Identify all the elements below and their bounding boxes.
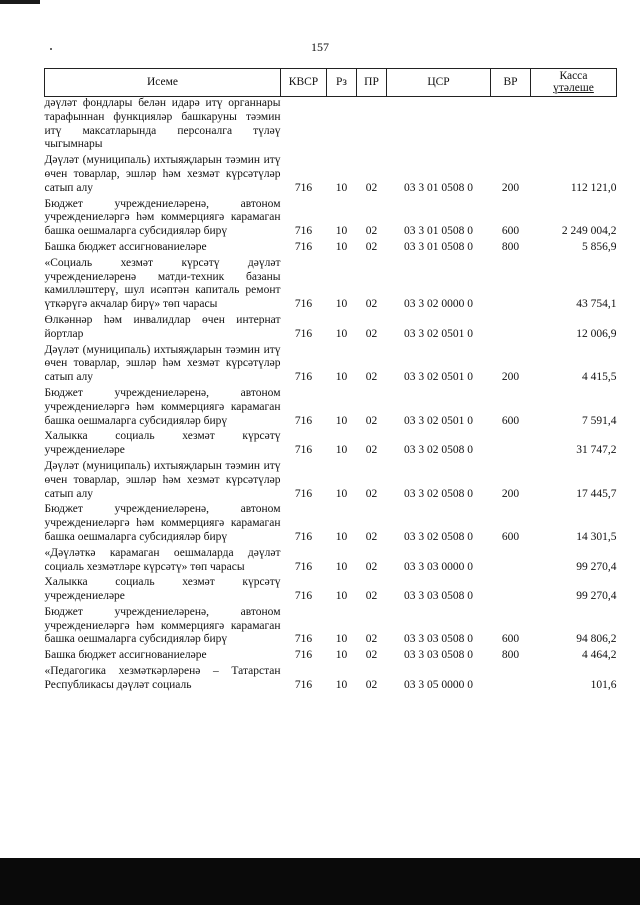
- cell-name: Халыкка социаль хезмәт күрсәтү учреждениеләре: [44, 576, 281, 603]
- cell-vr: 200: [501, 371, 520, 384]
- cell-vr: 200: [501, 181, 520, 194]
- cell-pr: 02: [365, 371, 378, 384]
- cell-rz: 10: [335, 678, 348, 691]
- budget-table: [44, 68, 617, 695]
- table-row: [45, 547, 617, 577]
- cell-kvsr: 716: [294, 487, 313, 500]
- cell-vr: 200: [501, 487, 520, 500]
- table-row: [45, 97, 617, 155]
- cell-kvsr: 716: [294, 444, 313, 457]
- cell-name: Халыкка социаль хезмәт күрсәтү учреждениеләре: [44, 430, 281, 457]
- cell-kvsr: 716: [294, 298, 313, 311]
- cell-vr: 800: [501, 649, 520, 662]
- header-rz: Рз: [327, 69, 357, 97]
- cell-name: Дәүләт (муниципаль) ихтыяҗларын тәэмин итү өчен товарлар, эшләр һәм хезмәт күрсәтүләр сатып алу: [44, 343, 281, 384]
- cell-vr: 600: [501, 414, 520, 427]
- header-kassa-line1: Касса: [559, 69, 588, 82]
- cell-csr: [387, 97, 491, 155]
- cell-name: Бюджет учреждениеләренә, автоном учреждениеләргә һәм коммерциягә карамаган башка оешмаларга субсидияләр бирү: [44, 503, 281, 543]
- table-row: [45, 344, 617, 387]
- table-row: [45, 387, 617, 430]
- cell-name: Өлкәннәр һәм инвалидлар өчен интернат йортлар: [44, 313, 281, 340]
- header-csr: ЦСР: [387, 69, 491, 97]
- cell-amount: 2 249 004,2: [561, 225, 617, 238]
- cell-rz: 10: [335, 240, 348, 253]
- table-row: [45, 241, 617, 257]
- cell-pr: 02: [365, 560, 378, 573]
- cell-csr: 03 3 03 0508 0: [404, 649, 473, 662]
- cell-rz: 10: [335, 487, 348, 500]
- cell-kvsr: 716: [294, 414, 313, 427]
- cell-rz: 10: [335, 590, 348, 603]
- scan-edge-bottom: [0, 858, 640, 905]
- cell-kvsr: 716: [294, 560, 313, 573]
- header-name: Исеме: [45, 69, 281, 97]
- page-number: 157: [311, 40, 329, 54]
- cell-rz: 10: [335, 414, 348, 427]
- cell-vr: [491, 314, 531, 344]
- cell-amount: [531, 97, 617, 155]
- cell-csr: 03 3 02 0508 0: [404, 444, 473, 457]
- cell-name: Дәүләт (муниципаль) ихтыяҗларын тәэмин итү өчен товарлар, эшләр һәм хезмәт күрсәтүләр сатып алу: [44, 154, 281, 194]
- cell-vr: 600: [501, 225, 520, 238]
- cell-vr: 600: [501, 530, 520, 543]
- cell-csr: 03 3 01 0508 0: [404, 181, 473, 194]
- table-row: [45, 460, 617, 503]
- cell-name: «Дәүләткә карамаган оешмаларда дәүләт социаль хезмәтләре күрсәтү» төп чарасы: [44, 546, 281, 573]
- cell-csr: 03 3 02 0000 0: [404, 298, 473, 311]
- header-vr: ВР: [491, 69, 531, 97]
- cell-pr: 02: [365, 240, 378, 253]
- cell-vr: [491, 257, 531, 314]
- cell-csr: 03 3 02 0501 0: [404, 327, 473, 340]
- table-row: [45, 154, 617, 197]
- scan-edge-top: [0, 0, 40, 4]
- cell-rz: 10: [335, 327, 348, 340]
- cell-amount: 12 006,9: [576, 327, 617, 340]
- cell-rz: 10: [335, 560, 348, 573]
- cell-name: Башка бюджет ассигнованиеләре: [44, 240, 207, 253]
- table-body: [45, 97, 617, 695]
- cell-vr: [491, 97, 531, 155]
- cell-name: Бюджет учреждениеләренә, автоном учреждениеләргә һәм коммерциягә карамаган башка оешмаларга субсидияләр бирү: [44, 386, 281, 427]
- cell-name: Бюджет учреждениеләренә, автоном учреждениеләргә һәм коммерциягә карамаган башка оешмаларга субсидияләр бирү: [44, 197, 281, 238]
- cell-kvsr: 716: [294, 590, 313, 603]
- cell-pr: 02: [365, 298, 378, 311]
- header-pr: ПР: [357, 69, 387, 97]
- cell-pr: 02: [365, 678, 378, 691]
- cell-csr: 03 3 03 0508 0: [404, 633, 473, 646]
- cell-vr: [491, 430, 531, 460]
- cell-csr: 03 3 03 0000 0: [404, 560, 473, 573]
- header-kvsr: КВСР: [281, 69, 327, 97]
- cell-pr: 02: [365, 590, 378, 603]
- cell-name: Башка бюджет ассигнованиеләре: [44, 649, 207, 662]
- cell-vr: 600: [501, 633, 520, 646]
- cell-name: «Социаль хезмәт күрсәтү дәүләт учреждениеләренә матди-техник базаны камилләштерү, шул исәптән капиталь ремонт үткәрүгә акчалар бирү» төп чарасы: [44, 256, 281, 311]
- cell-csr: 03 3 05 0000 0: [404, 678, 473, 691]
- table-row: [45, 198, 617, 241]
- cell-csr: 03 3 03 0508 0: [404, 590, 473, 603]
- cell-kvsr: 716: [294, 371, 313, 384]
- cell-rz: 10: [335, 181, 348, 194]
- cell-pr: 02: [365, 327, 378, 340]
- cell-name: дәүләт фондлары белән идарә итү органнары тарафыннан функцияләр башкаруны тәэмин итү максатларында персоналга түләү чыгымнары: [44, 97, 281, 151]
- cell-rz: [327, 97, 357, 155]
- table-row: [45, 665, 617, 695]
- cell-pr: 02: [365, 444, 378, 457]
- cell-pr: 02: [365, 633, 378, 646]
- cell-rz: 10: [335, 298, 348, 311]
- cell-pr: 02: [365, 225, 378, 238]
- cell-pr: 02: [365, 530, 378, 543]
- table-row: [45, 314, 617, 344]
- cell-csr: 03 3 01 0508 0: [404, 240, 473, 253]
- table-row: [45, 430, 617, 460]
- header-kassa: [531, 69, 617, 97]
- table-row: [45, 576, 617, 606]
- cell-kvsr: 716: [294, 649, 313, 662]
- cell-name: Бюджет учреждениеләренә, автоном учреждениеләргә һәм коммерциягә карамаган башка оешмаларга субсидияләр бирү: [44, 605, 281, 646]
- cell-kvsr: 716: [294, 225, 313, 238]
- cell-amount: 7 591,4: [582, 414, 617, 427]
- cell-csr: 03 3 01 0508 0: [404, 225, 473, 238]
- cell-kvsr: [281, 97, 327, 155]
- table-row: [45, 606, 617, 649]
- table-row: [45, 503, 617, 546]
- table-row: [45, 649, 617, 665]
- cell-amount: 99 270,4: [576, 590, 617, 603]
- cell-amount: 14 301,5: [576, 530, 617, 543]
- table-header-row: [45, 69, 617, 97]
- cell-vr: [491, 576, 531, 606]
- cell-kvsr: 716: [294, 327, 313, 340]
- cell-name: «Педагогика хезмәткәрләренә – Татарстан Республикасы дәүләт социаль: [44, 665, 281, 691]
- cell-csr: 03 3 02 0508 0: [404, 530, 473, 543]
- cell-amount: 5 856,9: [582, 240, 617, 253]
- cell-amount: 4 415,5: [582, 371, 617, 384]
- header-kassa-line2: үтәлеше: [553, 81, 594, 94]
- cell-kvsr: 716: [294, 678, 313, 691]
- cell-rz: 10: [335, 444, 348, 457]
- cell-amount: 94 806,2: [576, 633, 617, 646]
- cell-pr: 02: [365, 414, 378, 427]
- cell-amount: 99 270,4: [576, 560, 617, 573]
- cell-amount: 31 747,2: [576, 444, 617, 457]
- cell-vr: 800: [501, 240, 520, 253]
- cell-csr: 03 3 02 0501 0: [404, 371, 473, 384]
- cell-vr: [491, 665, 531, 695]
- cell-name: Дәүләт (муниципаль) ихтыяҗларын тәэмин итү өчен товарлар, эшләр һәм хезмәт күрсәтүләр сатып алу: [44, 459, 281, 500]
- cell-pr: 02: [365, 487, 378, 500]
- cell-kvsr: 716: [294, 530, 313, 543]
- cell-kvsr: 716: [294, 181, 313, 194]
- cell-csr: 03 3 02 0501 0: [404, 414, 473, 427]
- cell-csr: 03 3 02 0508 0: [404, 487, 473, 500]
- cell-amount: 112 121,0: [570, 181, 617, 194]
- cell-amount: 101,6: [590, 678, 617, 691]
- cell-kvsr: 716: [294, 240, 313, 253]
- table-row: [45, 257, 617, 314]
- cell-rz: 10: [335, 530, 348, 543]
- cell-rz: 10: [335, 371, 348, 384]
- cell-pr: 02: [365, 181, 378, 194]
- cell-amount: 4 464,2: [582, 649, 617, 662]
- cell-pr: [357, 97, 387, 155]
- cell-rz: 10: [335, 633, 348, 646]
- cell-pr: 02: [365, 649, 378, 662]
- cell-amount: 43 754,1: [576, 298, 617, 311]
- cell-vr: [491, 547, 531, 577]
- cell-amount: 17 445,7: [576, 487, 617, 500]
- cell-rz: 10: [335, 649, 348, 662]
- cell-kvsr: 716: [294, 633, 313, 646]
- cell-rz: 10: [335, 225, 348, 238]
